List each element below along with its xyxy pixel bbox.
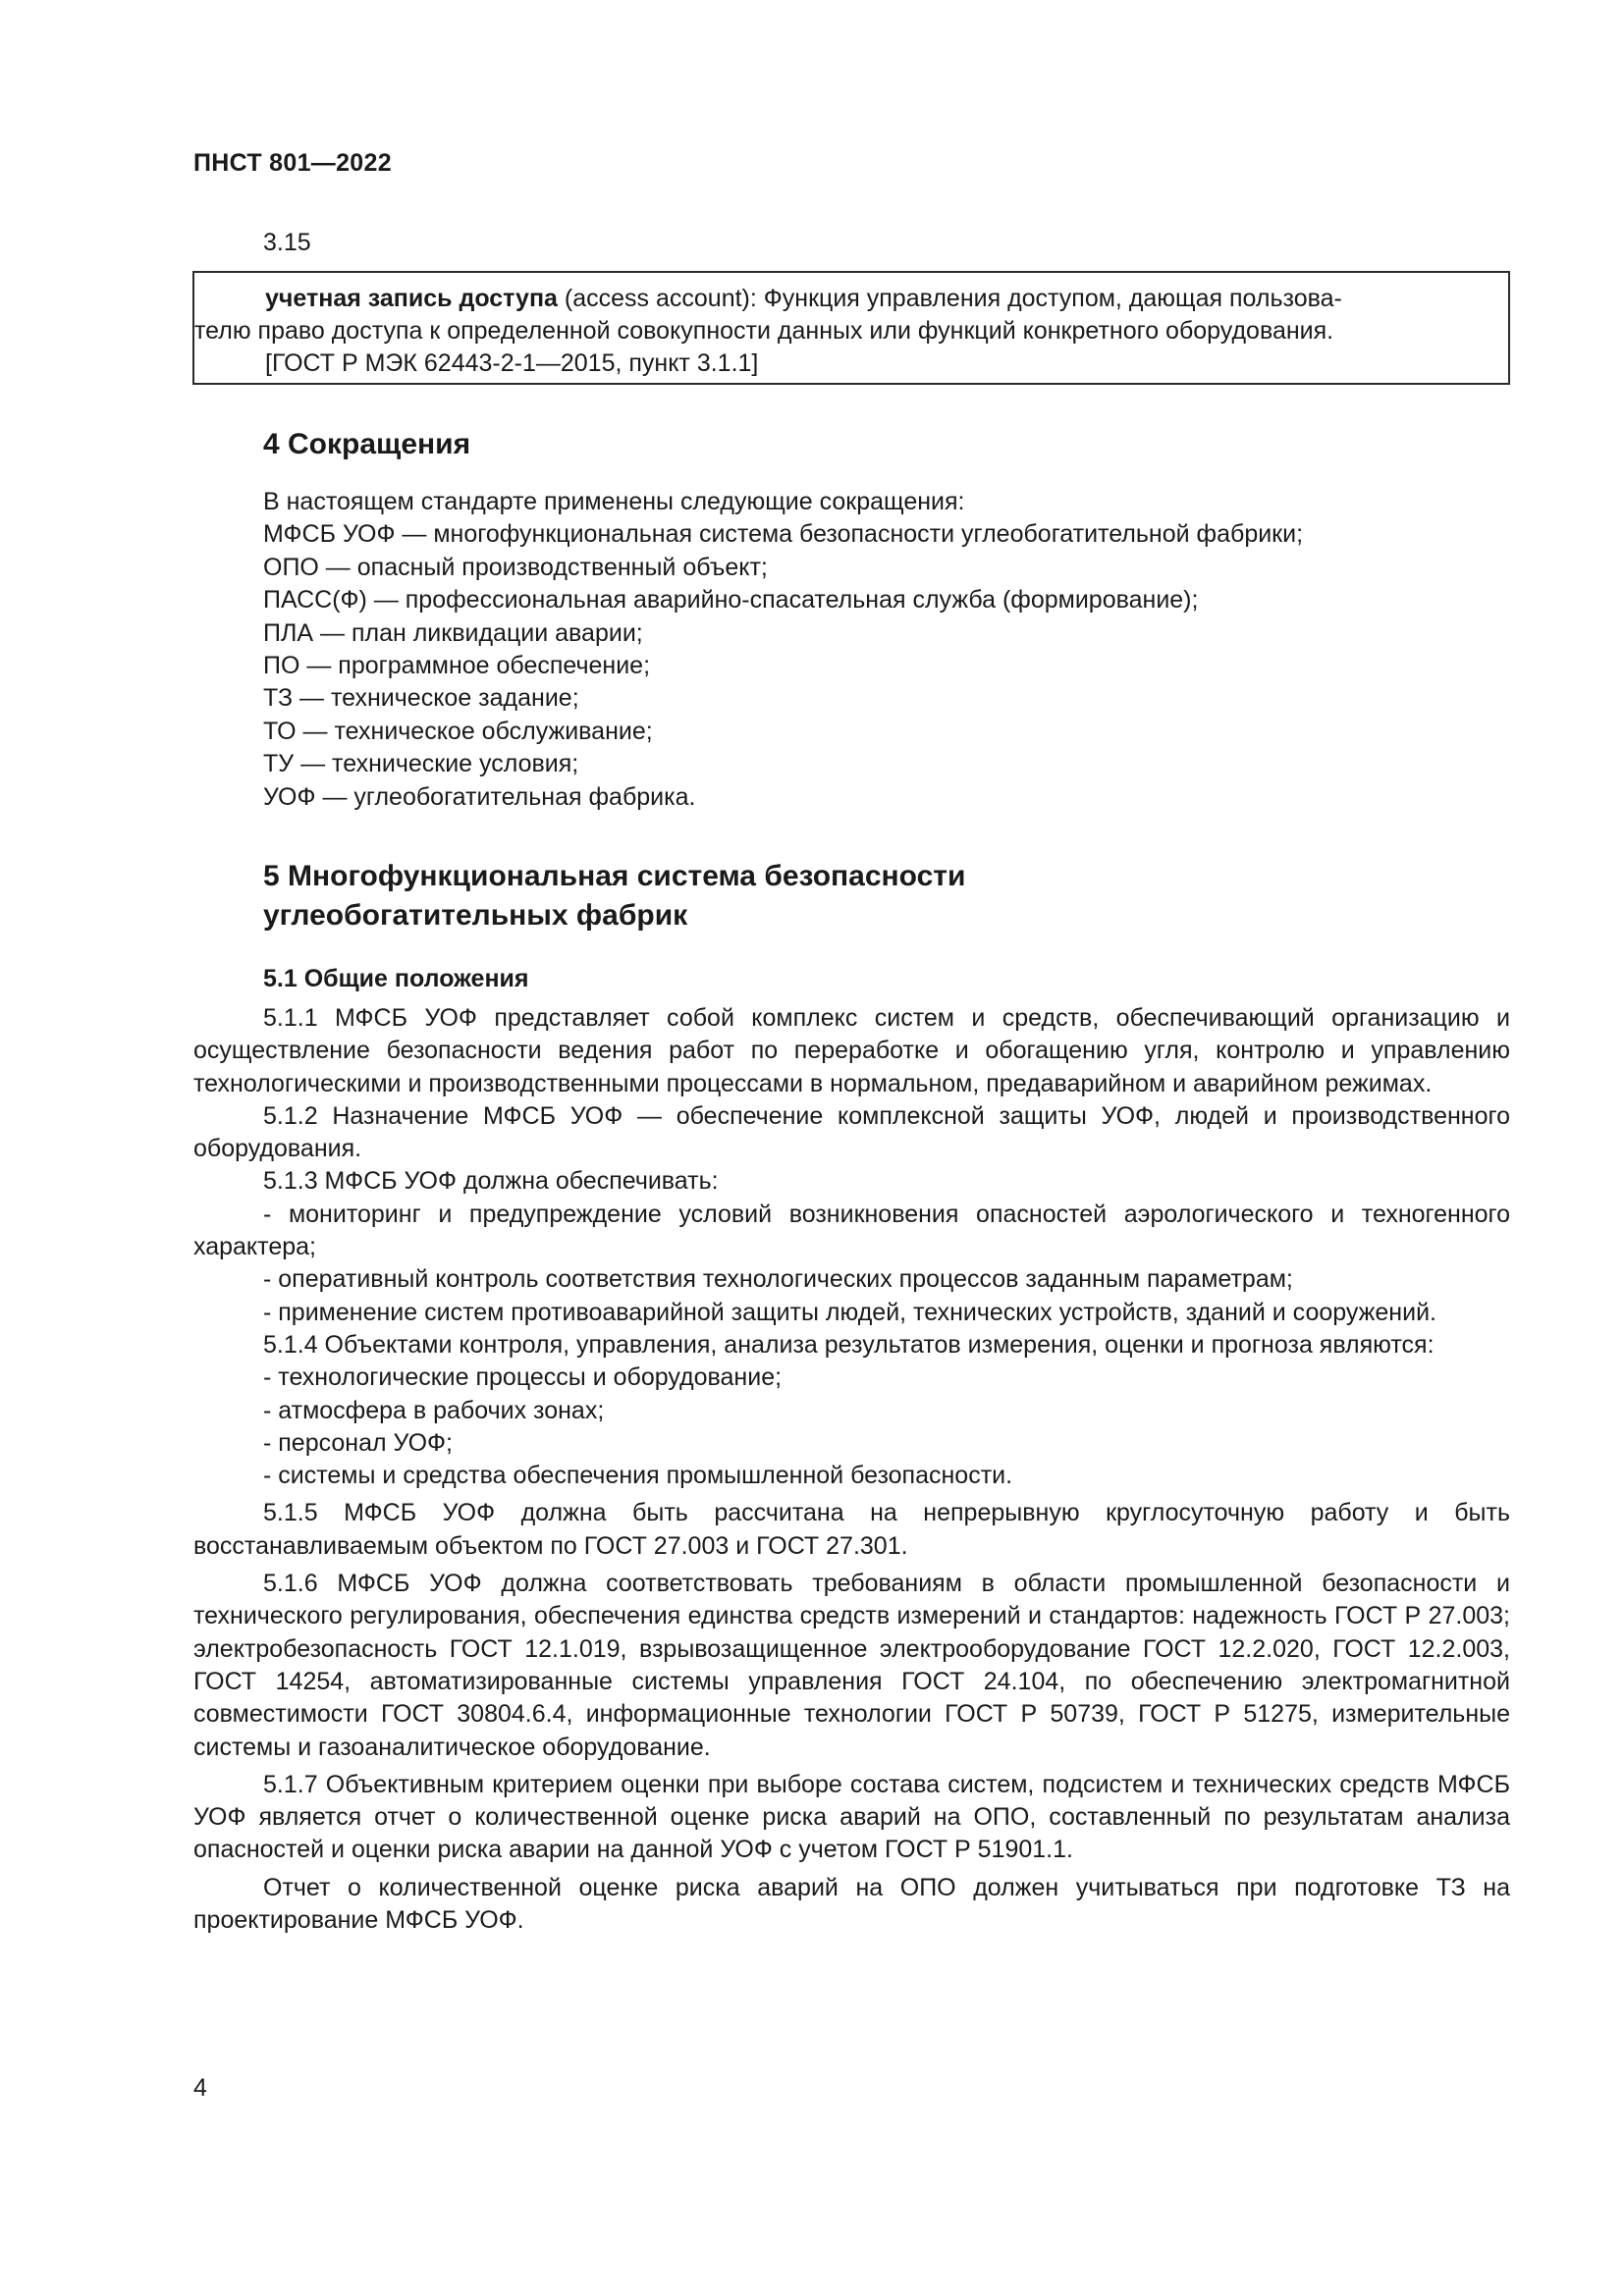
term-definition-box: [192, 271, 1510, 385]
paragraph-5-1-7: 5.1.7 Объективным критерием оценки при выборе состава систем, подсистем и технических средств МФСБ УОФ является отчет о количественной оценке риска аварий на ОПО, составленный по результатам анализа опасностей и оценки риска аварии на данной УОФ с учетом ГОСТ Р 51901.1.: [193, 1770, 1510, 1864]
abbreviation-item: ПО — программное обеспечение;: [263, 652, 651, 680]
term-definition-line2: телю право доступа к определенной совокупности данных или функций конкретного оборудования.: [194, 317, 1334, 345]
abbreviation-item: ПЛА — план ликвидации аварии;: [263, 618, 643, 647]
section-4-title: 4 Сокращения: [263, 428, 471, 460]
paragraph-5-1-5: 5.1.5 МФСБ УОФ должна быть рассчитана на непрерывную круглосуточную работу и быть восстанавливаемым объектом по ГОСТ 27.003 и ГОСТ 27.301.: [193, 1499, 1510, 1560]
term-number: 3.15: [263, 229, 311, 256]
abbreviation-item: ПАСС(Ф) — профессиональная аварийно-спасательная служба (формирование);: [263, 586, 1199, 614]
list-item: - применение систем противоаварийной защиты людей, технических устройств, зданий и сооружений.: [263, 1298, 1436, 1326]
paragraph-5-1-6: 5.1.6 МФСБ УОФ должна соответствовать требованиям в области промышленной безопасности и технического регулирования, обеспечения единства средств измерений и стандартов: надежность ГОСТ Р 27.003; электробезопасность ГОСТ 12.1.019, взрывозащищенное электрооборудование ГОСТ 12.2.020, ГОСТ 12.2.003, ГОСТ 14254, автоматизированные системы управления ГОСТ 24.104, по обеспечению электромагнитной совместимости ГОСТ 30804.6.4, информационные технологии ГОСТ Р 50739, ГОСТ Р 51275, измерительные системы и газоаналитическое оборудование.: [193, 1570, 1510, 1761]
section-5-body: [193, 1002, 1510, 1937]
abbreviation-item: МФСБ УОФ — многофункциональная система безопасности углеобогатительной фабрики;: [263, 520, 1304, 549]
section-5-title-line2: углеобогатительных фабрик: [263, 899, 688, 932]
paragraph-5-1-2: 5.1.2 Назначение МФСБ УОФ — обеспечение комплексной защиты УОФ, людей и производственного оборудования.: [193, 1101, 1510, 1163]
paragraph-5-1-4: 5.1.4 Объектами контроля, управления, анализа результатов измерения, оценки и прогноза являются:: [263, 1330, 1435, 1359]
section-5-title: [263, 857, 965, 935]
abbreviation-item: ТЗ — техническое задание;: [263, 684, 579, 713]
paragraph-5-1-3: 5.1.3 МФСБ УОФ должна обеспечивать:: [263, 1167, 719, 1196]
abbreviation-item: УОФ — углеобогатительная фабрика.: [263, 782, 696, 811]
subsection-5-1-title: 5.1 Общие положения: [263, 965, 529, 992]
abbreviations-list: [263, 486, 1303, 814]
term-name: учетная запись доступа: [265, 285, 558, 312]
list-item: - оперативный контроль соответствия технологических процессов заданным параметрам;: [263, 1265, 1293, 1294]
section-5-title-line1: 5 Многофункциональная система безопасности: [263, 860, 966, 892]
paragraph-report-note: Отчет о количественной оценке риска аварий на ОПО должен учитываться при подготовке ТЗ на проектирование МФСБ УОФ.: [193, 1873, 1510, 1935]
abbreviation-item: ТО — техническое обслуживание;: [263, 717, 653, 745]
abbreviation-item: ТУ — технические условия;: [263, 750, 579, 778]
page-number: 4: [193, 2074, 207, 2102]
list-item: - атмосфера в рабочих зонах;: [263, 1396, 605, 1424]
list-item: - системы и средства обеспечения промышленной безопасности.: [263, 1462, 1013, 1490]
term-definition-line1: (access account): Функция управления доступом, дающая пользова-: [557, 285, 1342, 312]
standard-header: ПНСТ 801—2022: [193, 149, 392, 177]
abbreviations-intro: В настоящем стандарте применены следующие сокращения:: [263, 488, 965, 515]
term-reference: [ГОСТ Р МЭК 62443-2-1—2015, пункт 3.1.1]: [265, 349, 759, 377]
paragraph-5-1-1: 5.1.1 МФСБ УОФ представляет собой комплекс систем и средств, обеспечивающий организацию и осуществление безопасности ведения работ по переработке и обогащению угля, контролю и управлению технологическими и производственными процессами в нормальном, предаварийном и аварийном режимах.: [193, 1004, 1510, 1097]
list-item: - мониторинг и предупреждение условий возникновения опасностей аэрологического и техногенного характера;: [193, 1200, 1510, 1261]
list-item: - технологические процессы и оборудование;: [263, 1363, 783, 1392]
term-definition: [265, 283, 1490, 315]
abbreviation-item: ОПО — опасный производственный объект;: [263, 553, 768, 581]
list-item: - персонал УОФ;: [263, 1428, 453, 1457]
